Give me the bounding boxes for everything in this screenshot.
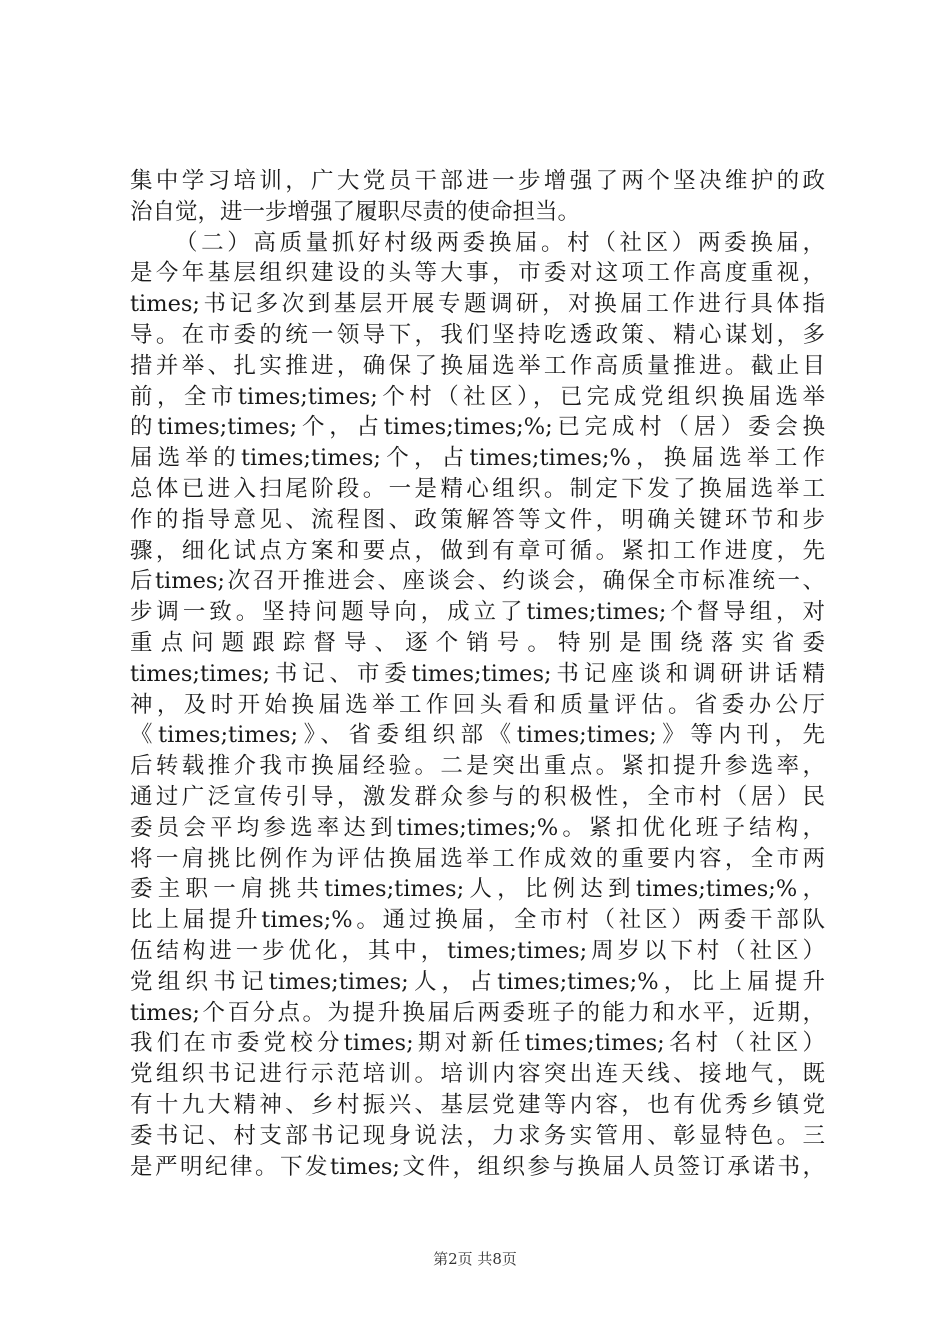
text-line: times;个百分点。为提升换届后两委班子的能力和水平，近期， bbox=[130, 999, 825, 1026]
text-line: 有十九大精神、乡村振兴、基层党建等内容，也有优秀乡镇党 bbox=[130, 1091, 825, 1118]
text-line: 骤，细化试点方案和要点，做到有章可循。紧扣工作进度，先 bbox=[130, 537, 825, 564]
text-line: 比上届提升times;%。通过换届，全市村（社区）两委干部队 bbox=[130, 907, 825, 934]
text-line: 伍结构进一步优化，其中，times;times;周岁以下村（社区） bbox=[130, 937, 825, 964]
text-line: 作的指导意见、流程图、政策解答等文件，明确关键环节和步 bbox=[130, 506, 825, 533]
text-line: 重点问题跟踪督导、逐个销号。特别是围绕落实省委 bbox=[130, 629, 825, 656]
text-line: 后times;次召开推进会、座谈会、约谈会，确保全市标准统一、 bbox=[130, 568, 825, 595]
text-line: 我们在市委党校分times;期对新任times;times;名村（社区） bbox=[130, 1030, 825, 1057]
text-line: 委书记、村支部书记现身说法，力求务实管用、彰显特色。三 bbox=[130, 1122, 825, 1149]
text-line: 将一肩挑比例作为评估换届选举工作成效的重要内容，全市两 bbox=[130, 845, 825, 872]
text-line: 措并举、扎实推进，确保了换届选举工作高质量推进。截止目 bbox=[130, 352, 825, 379]
text-line: 神，及时开始换届选举工作回头看和质量评估。省委办公厅 bbox=[130, 691, 825, 718]
text-line: 导。在市委的统一领导下，我们坚持吃透政策、精心谋划，多 bbox=[130, 321, 825, 348]
text-line: 是今年基层组织建设的头等大事，市委对这项工作高度重视， bbox=[130, 260, 825, 287]
text-line: 总体已进入扫尾阶段。一是精心组织。制定下发了换届选举工 bbox=[130, 475, 825, 502]
text-line: 的times;times;个，占times;times;%;已完成村（居）委会换 bbox=[130, 414, 825, 441]
text-line: 委主职一肩挑共times;times;人，比例达到times;times;%， bbox=[130, 876, 825, 903]
text-line: 《times;times;》、省委组织部《times;times;》等内刊，先 bbox=[130, 722, 825, 749]
text-line: 前，全市times;times;个村（社区），已完成党组织换届选举 bbox=[130, 383, 825, 410]
section-heading-line: （二）高质量抓好村级两委换届。村（社区）两委换届， bbox=[175, 229, 825, 256]
text-line: 治自觉，进一步增强了履职尽责的使命担当。 bbox=[130, 198, 581, 225]
text-line: times;times;书记、市委times;times;书记座谈和调研讲话精 bbox=[130, 660, 825, 687]
body-text bbox=[130, 166, 825, 1182]
text-line: 届选举的times;times;个，占times;times;%，换届选举工作 bbox=[130, 445, 825, 472]
page-number-label: 第2页 共8页 bbox=[433, 1250, 517, 1268]
text-line: 委员会平均参选率达到times;times;%。紧扣优化班子结构， bbox=[130, 814, 825, 841]
text-line: 党组织书记times;times;人，占times;times;%，比上届提升 bbox=[130, 968, 825, 995]
text-line: 党组织书记进行示范培训。培训内容突出连天线、接地气，既 bbox=[130, 1061, 825, 1088]
text-line: 是严明纪律。下发times;文件，组织参与换届人员签订承诺书， bbox=[130, 1153, 825, 1180]
page-footer bbox=[0, 1248, 950, 1269]
text-line: 步调一致。坚持问题导向，成立了times;times;个督导组，对 bbox=[130, 599, 825, 626]
text-line: 后转载推介我市换届经验。二是突出重点。紧扣提升参选率， bbox=[130, 753, 825, 780]
text-line: times;书记多次到基层开展专题调研，对换届工作进行具体指 bbox=[130, 291, 825, 318]
text-line: 通过广泛宣传引导，激发群众参与的积极性，全市村（居）民 bbox=[130, 783, 825, 810]
text-line: 集中学习培训，广大党员干部进一步增强了两个坚决维护的政 bbox=[130, 168, 825, 194]
